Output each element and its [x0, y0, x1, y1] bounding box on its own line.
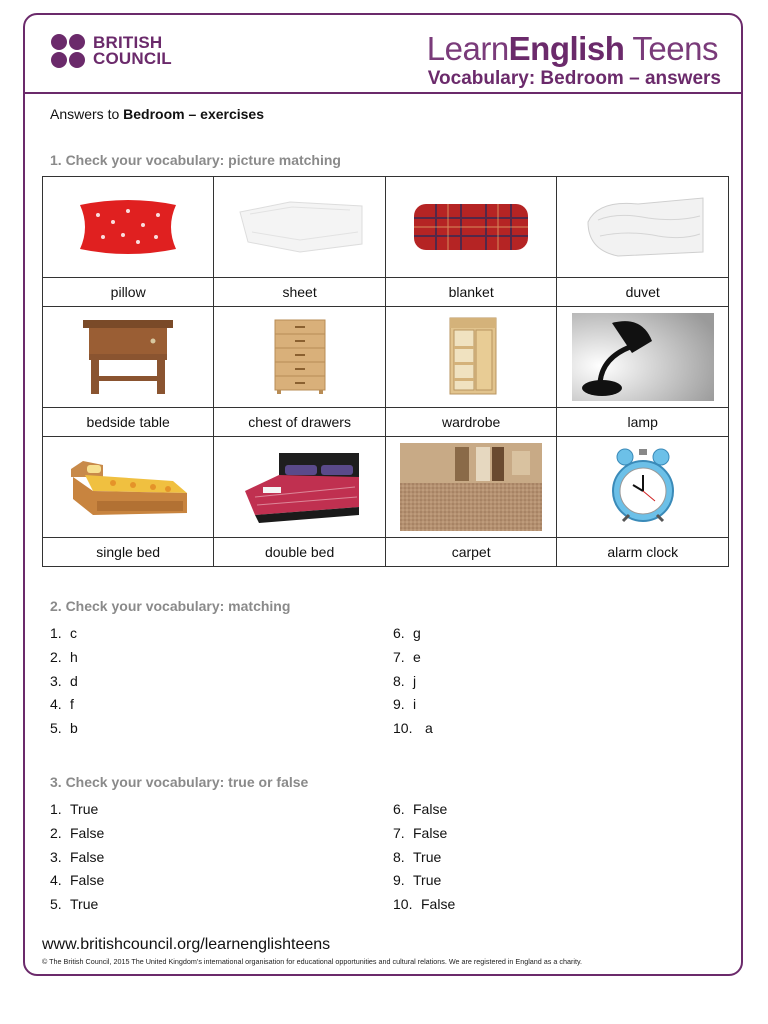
- answer-row: [50, 798, 104, 822]
- answer-value: e: [413, 648, 421, 665]
- answer-number: 2.: [50, 824, 62, 841]
- section-3-title: 3. Check your vocabulary: true or false: [50, 774, 309, 790]
- answer-row: [393, 798, 455, 822]
- picture-cell: [214, 177, 386, 278]
- answer-row: [393, 622, 433, 646]
- answer-value: False: [70, 872, 105, 889]
- picture-cell: [385, 437, 557, 538]
- picture-cell: [557, 307, 729, 408]
- picture-cell: [385, 307, 557, 408]
- intro-line: [50, 106, 264, 122]
- british-council-logo: [51, 34, 172, 68]
- blanket-image: [406, 192, 536, 262]
- picture-cell: [557, 437, 729, 538]
- picture-cell: [214, 437, 386, 538]
- picture-label: bedside table: [43, 408, 214, 437]
- section-3-answers-right: [393, 798, 455, 917]
- picture-cell: [43, 177, 214, 278]
- answer-value: False: [413, 824, 448, 841]
- answer-value: b: [70, 720, 78, 737]
- brand-teens: Teens: [624, 30, 718, 67]
- answer-row: [50, 693, 78, 717]
- answer-value: f: [70, 696, 74, 713]
- answer-row: [393, 670, 433, 694]
- answer-row: [393, 846, 455, 870]
- bedside-table-image: [73, 314, 183, 400]
- chest-of-drawers-image: [265, 314, 335, 400]
- picture-label: sheet: [214, 278, 386, 307]
- brand-english: English: [508, 30, 625, 67]
- sheet-image: [230, 192, 370, 262]
- picture-label: carpet: [385, 538, 557, 567]
- answer-number: 2.: [50, 648, 62, 665]
- logo-dots-icon: [51, 34, 87, 68]
- duvet-image: [578, 192, 708, 262]
- picture-label: alarm clock: [557, 538, 729, 567]
- section-2-answers-left: [50, 622, 78, 741]
- answer-row: [50, 893, 104, 917]
- answer-row: [393, 646, 433, 670]
- answer-value: False: [421, 896, 456, 913]
- answer-value: g: [413, 625, 421, 641]
- answer-number: 7.: [393, 648, 405, 665]
- answer-number: 10.: [393, 896, 413, 913]
- answer-row: [50, 717, 78, 741]
- answer-row: [50, 646, 78, 670]
- footer-url-link[interactable]: www.britishcouncil.org/learnenglishteens: [42, 936, 331, 953]
- answer-number: 9.: [393, 696, 405, 713]
- logo-line-2: COUNCIL: [93, 49, 172, 68]
- answer-value: True: [70, 801, 99, 817]
- learnenglish-teens-title: [427, 30, 718, 68]
- picture-cell: [43, 307, 214, 408]
- answer-number: 1.: [50, 801, 62, 817]
- answer-value: i: [413, 696, 417, 713]
- answer-row: [50, 670, 78, 694]
- answer-value: c: [70, 625, 77, 641]
- answer-number: 4.: [50, 872, 62, 889]
- answer-number: 6.: [393, 625, 405, 641]
- answer-row: [393, 869, 455, 893]
- answer-value: a: [425, 720, 433, 737]
- answer-value: h: [70, 648, 78, 665]
- section-3-answers-left: [50, 798, 104, 917]
- answer-value: True: [413, 872, 442, 889]
- header-divider: [23, 92, 743, 94]
- answer-number: 3.: [50, 672, 62, 689]
- picture-matching-table: [42, 176, 729, 567]
- section-1-title: 1. Check your vocabulary: picture matching: [50, 152, 341, 168]
- answer-number: 7.: [393, 824, 405, 841]
- answer-number: 5.: [50, 720, 62, 737]
- wardrobe-image: [436, 314, 506, 400]
- lamp-image: [572, 313, 714, 401]
- answer-value: False: [413, 801, 448, 817]
- brand-learn: Learn: [426, 30, 509, 67]
- picture-cell: [557, 177, 729, 278]
- answer-number: 6.: [393, 801, 405, 817]
- picture-label: chest of drawers: [214, 408, 386, 437]
- picture-label: duvet: [557, 278, 729, 307]
- answer-row: [50, 846, 104, 870]
- carpet-image: [400, 443, 542, 531]
- answer-number: 5.: [50, 896, 62, 913]
- answer-number: 8.: [393, 672, 405, 689]
- intro-bold: Bedroom – exercises: [123, 106, 264, 122]
- answer-value: False: [70, 848, 105, 865]
- pillow-image: [68, 187, 188, 267]
- answer-row: [50, 822, 104, 846]
- logo-line-1: BRITISH: [93, 33, 163, 52]
- picture-cell: [43, 437, 214, 538]
- section-2-answers-right: [393, 622, 433, 741]
- picture-label: lamp: [557, 408, 729, 437]
- answer-number: 3.: [50, 848, 62, 865]
- answer-row: [393, 717, 433, 741]
- answer-row: [393, 822, 455, 846]
- single-bed-image: [63, 447, 193, 527]
- answer-value: j: [413, 672, 417, 689]
- picture-label: double bed: [214, 538, 386, 567]
- picture-cell: [385, 177, 557, 278]
- answer-value: d: [70, 672, 78, 689]
- section-2-title: 2. Check your vocabulary: matching: [50, 598, 291, 614]
- answer-number: 10.: [393, 720, 413, 737]
- answer-value: True: [70, 896, 99, 913]
- double-bed-image: [235, 447, 365, 527]
- document-title: Vocabulary: Bedroom – answers: [427, 68, 721, 89]
- picture-cell: [214, 307, 386, 408]
- picture-label: blanket: [385, 278, 557, 307]
- answer-row: [393, 893, 455, 917]
- answer-value: False: [70, 824, 105, 841]
- answer-row: [50, 869, 104, 893]
- intro-prefix: Answers to: [50, 106, 124, 122]
- answer-number: 8.: [393, 848, 405, 865]
- picture-label: pillow: [43, 278, 214, 307]
- answer-value: True: [413, 848, 442, 865]
- answer-row: [50, 622, 78, 646]
- picture-label: wardrobe: [385, 408, 557, 437]
- alarm-clock-image: [603, 443, 683, 531]
- answer-row: [393, 693, 433, 717]
- picture-label: single bed: [43, 538, 214, 567]
- answer-number: 4.: [50, 696, 62, 713]
- answer-number: 9.: [393, 872, 405, 889]
- footer-copyright: © The British Council, 2015 The United Kingdom’s international organisation for educational opportunities and cultural relations. We are registered in England as a charity.: [42, 957, 583, 966]
- answer-number: 1.: [50, 625, 62, 641]
